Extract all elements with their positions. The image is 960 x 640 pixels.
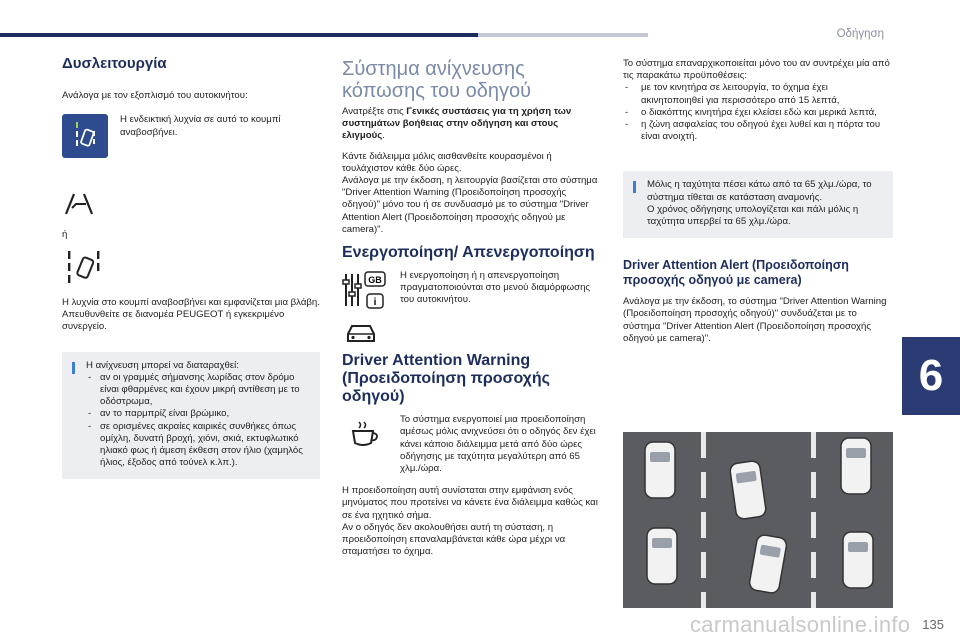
- settings-menu-icon: [342, 270, 388, 312]
- note-intro: Η ανίχνευση μπορεί να διαταραχθεί:: [86, 359, 239, 371]
- info-bar-icon: [633, 181, 636, 193]
- list-item: - σε ορισμένες ακραίες καιρικές συνθήκες όπως ομίχλη, δυνατή βροχή, χιόνι, σκιά, εκτυφλωτικό ηλιακό φως ή άμεση έκθεση στον ήλιο (χαμηλός ήλιος, έξοδος από τούνελ κ.λπ.).: [86, 421, 310, 470]
- ref-bold: Γενικές συστάσεις για τη χρήση των συστημάτων βοήθειας στην οδήγηση και στους ελιγμούς: [342, 106, 572, 142]
- column-malfunction: [62, 55, 320, 479]
- header-rule-light: [478, 33, 648, 37]
- column-fatigue: [342, 58, 602, 566]
- ref-paragraph: [342, 106, 602, 143]
- column-reset: [623, 58, 893, 353]
- coffee-cup-icon: [342, 414, 388, 454]
- list-item: - ο διακόπτης κινητήρα έχει κλείσει εδώ και μερικά λεπτά,: [623, 107, 893, 119]
- speed-note: [623, 171, 893, 238]
- note-line2: Ο χρόνος οδήγησης υπολογίζεται και πάλι μόλις η ταχύτητα υπερβεί τα 65 χλμ./ώρα.: [647, 203, 859, 228]
- lane-departure-icon: [62, 192, 320, 220]
- advice-text: Κάντε διάλειμμα μόλις αισθανθείτε κουρασμένοι ή τουλάχιστον κάθε δύο ώρες.: [342, 150, 552, 174]
- daa-title: Driver Attention Alert (Προειδοποίηση προσοχής οδηγού με camera): [623, 258, 849, 288]
- activation-row: [342, 270, 602, 312]
- note-line1: Μόλις η ταχύτητα πέσει κάτω από τα 65 χλμ./ώρα, το σύστημα τίθεται σε κατάσταση αναμονής.: [647, 179, 872, 203]
- malfunction-title: Δυσλειτουργία: [62, 55, 167, 72]
- list-item: - αν το παρμπρίζ είναι βρώμικο,: [86, 408, 310, 420]
- button-icon-text: Η ενδεικτική λυχνία σε αυτό το κουμπί αναβοσβήνει.: [120, 114, 281, 138]
- note-list: [86, 372, 310, 470]
- activation-text: Η ενεργοποίηση ή η απενεργοποίηση πραγματοποιούνται στο μενού διαμόρφωσης του αυτοκινήτου.: [400, 270, 591, 306]
- car-front-icon: [344, 322, 602, 348]
- gb-label: GB: [368, 275, 382, 286]
- daw-title: Driver Attention Warning (Προειδοποίηση προσοχής οδηγού): [342, 352, 550, 406]
- ref-prefix: Ανατρέξτε στις: [342, 106, 407, 117]
- lane-keep-icon: [62, 249, 320, 289]
- detection-note: [62, 352, 320, 480]
- info-bar-icon: [72, 362, 75, 374]
- header-rule: [0, 33, 478, 37]
- daa-text: Ανάλογα με την έκδοση, το σύστημα "Driver Attention Warning (Προειδοποίηση προσοχής οδηγού)" συνδυάζεται με το σύστημα "Driver Attention Alert (Προειδοποίηση προσοχής οδηγού με camera)".: [623, 296, 887, 344]
- watermark: carmanualsonline.info: [690, 612, 911, 637]
- version-text: Ανάλογα με την έκδοση, η λειτουργία βασίζεται στο σύστημα "Driver Attention Warning (Προειδοποίηση προσοχής οδηγού)" μόνο του ή σε συνδυασμό με το σύστημα "Driver Attention Alert (Προειδοποίηση προσοχής οδηγού με camera)".: [342, 175, 598, 235]
- activation-title: Ενεργοποίηση/ Απενεργοποίηση: [342, 244, 595, 262]
- or-text: ή: [62, 228, 68, 240]
- page-number: 135: [922, 617, 944, 632]
- chapter-tab: 6: [902, 337, 960, 415]
- daw-row: [342, 414, 602, 475]
- running-head: Οδήγηση: [836, 28, 884, 40]
- warning-text: Η λυχνία στο κουμπί αναβοσβήνει και εμφανίζεται μια βλάβη.: [62, 297, 320, 309]
- list-item: - αν οι γραμμές σήμανσης λωρίδας στον δρόμο είναι φθαρμένες και έχουν μικρή αντίθεση με το οδόστρωμα,: [86, 372, 310, 409]
- ref-suffix: .: [382, 130, 385, 142]
- i-label: i: [373, 297, 377, 309]
- repeat-detail: Αν ο οδηγός δεν ακολουθήσει αυτή τη σύσταση, η προειδοποίηση επαναλαμβάνεται κάθε ώρα μέχρι να σταματήσει το όχημα.: [342, 521, 566, 558]
- road-illustration: [623, 432, 893, 608]
- reset-list: [623, 82, 893, 143]
- list-item: - με τον κινητήρα σε λειτουργία, το όχημα έχει ακινητοποιηθεί για περισσότερο από 15 λεπτά,: [623, 82, 893, 106]
- lane-warning-button-icon: [62, 114, 108, 158]
- contact-text: Απευθυνθείτε σε διανομέα PEUGEOT ή εγκεκριμένο συνεργείο.: [62, 309, 285, 333]
- reset-intro: Το σύστημα επαναρχικοποιείται μόνο του αν συντρέχει μία από τις παρακάτω προϋποθέσεις:: [623, 58, 890, 82]
- malfunction-intro: Ανάλογα με τον εξοπλισμό του αυτοκινήτου:: [62, 90, 248, 102]
- button-icon-row: [62, 114, 320, 158]
- daw-text: Το σύστημα ενεργοποιεί μια προειδοποίηση αμέσως μόλις ανιχνεύσει ότι ο οδηγός δεν έχει κάνει κάποιο διάλειμμα μετά από δύο ώρες οδήγησης με ταχύτητα μεγαλύτερη από 65 χλμ./ώρα.: [400, 414, 596, 475]
- fatigue-title: Σύστημα ανίχνευσης κόπωσης του οδηγού: [342, 58, 532, 102]
- list-item: - η ζώνη ασφαλείας του οδηγού έχει λυθεί και η πόρτα του είναι ανοιχτή.: [623, 119, 893, 143]
- warning-detail: Η προειδοποίηση αυτή συνίσταται στην εμφάνιση ενός μηνύματος που προτείνει να κάνετε ένα διάλειμμα καθώς και σε ένα ηχητικό σήμα.: [342, 485, 598, 521]
